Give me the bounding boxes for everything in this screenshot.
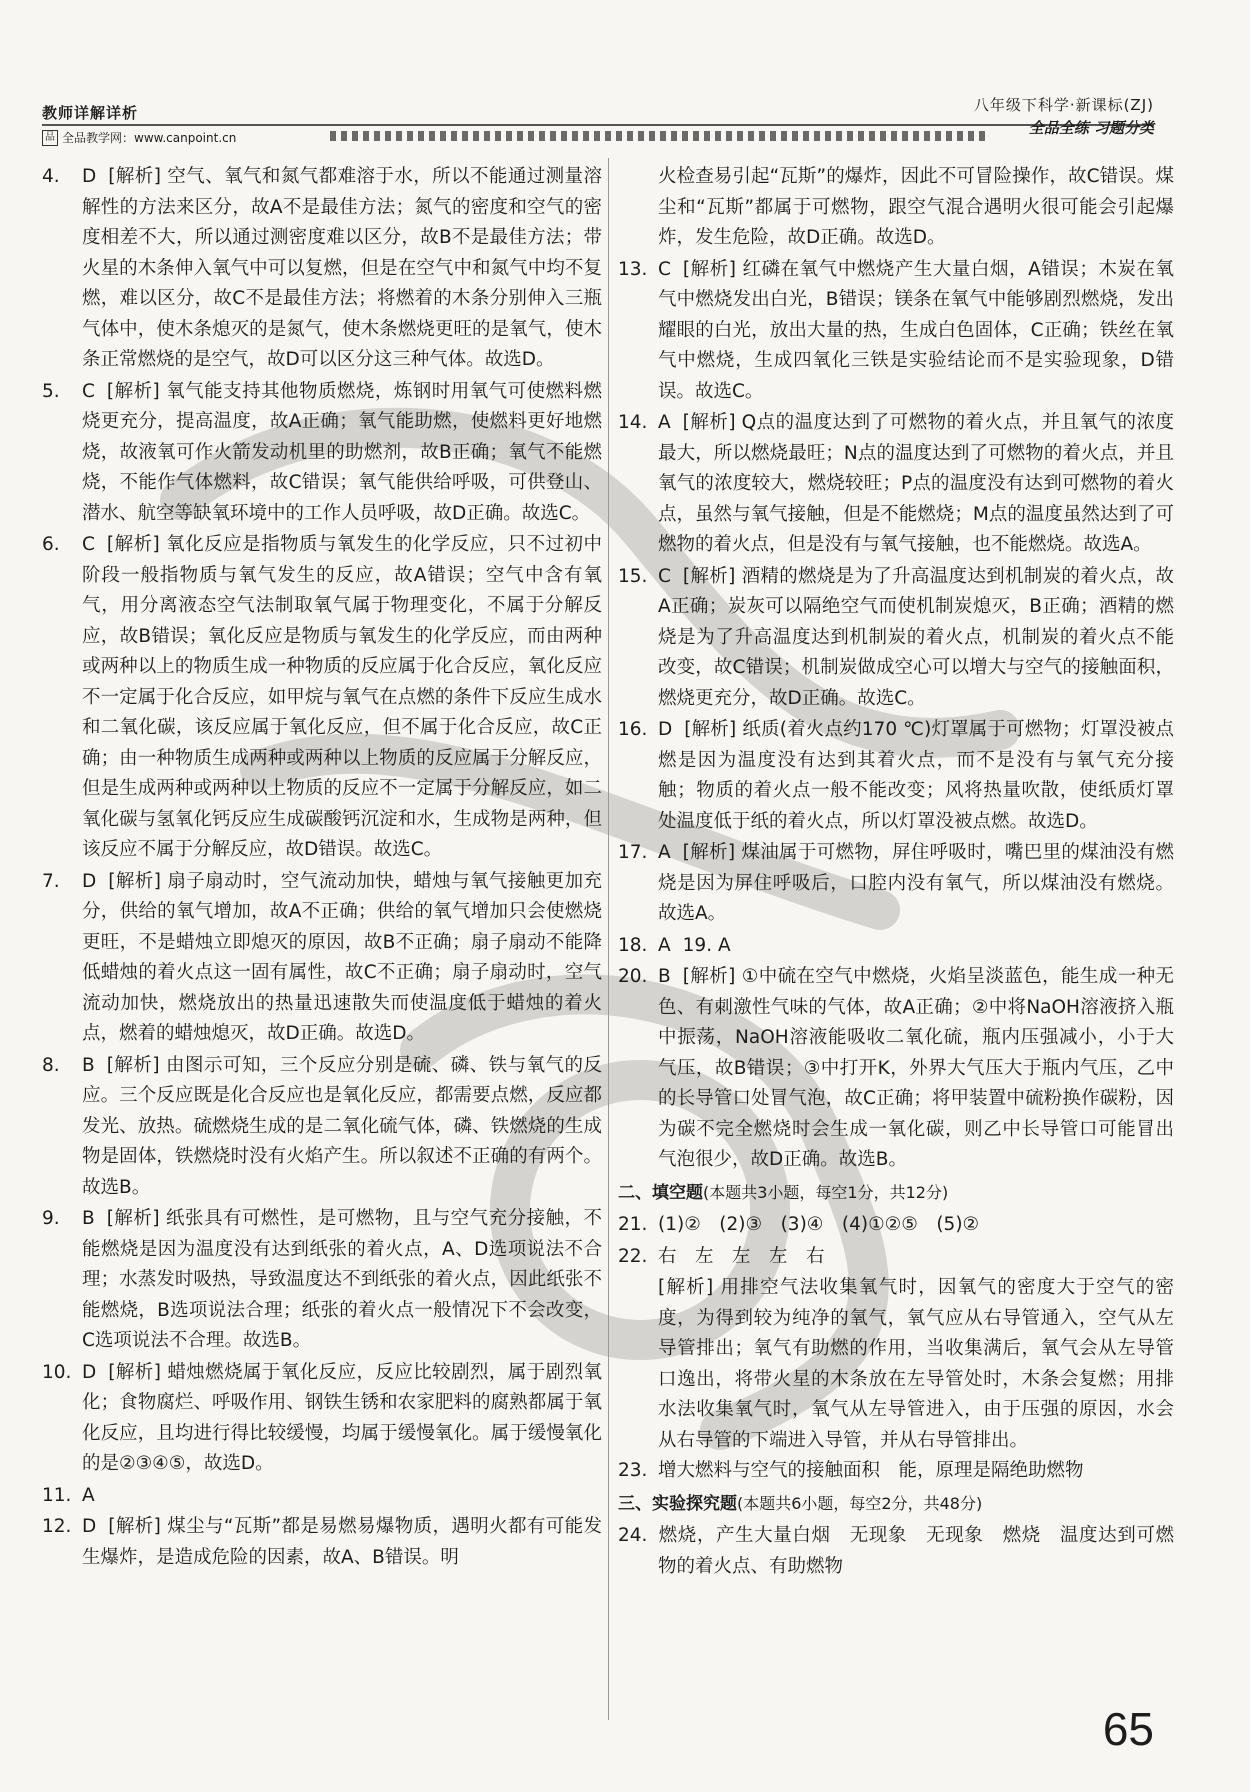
answer-item-22-explain: [解析] 用排空气法收集氧气时，因氧气的密度大于空气的密度，为得到较为纯净的氧气，氧气应从右导管通入，空气从左导管排出；氧气有助燃的作用，当收集满后，氧气会从左导管口逸出，将带火星的木条放在左导管处时，木条会复燃；用排水法收集氧气时，氧气从左导管进入，由于压强的原因，水会从右导管的下端进入导管，并从右导管排出。 bbox=[658, 1277, 1174, 1451]
page-number: 65 bbox=[1102, 1703, 1154, 1755]
answer-item-8: 8. B [解析] 由图示可知，三个反应分别是硫、磷、铁与氧气的反应。三个反应既是化合反应也是氧化反应，都需要点燃，反应都发光、放热。硫燃烧生成的是二氧化硫气体，磷、铁燃烧的生成物是固体，铁燃烧时没有火焰产生。所以叙述不正确的有两个。故选B。 bbox=[42, 1054, 602, 1198]
canpoint-logo-icon: 品 bbox=[42, 130, 58, 146]
answer-item-11: 11. A bbox=[42, 1484, 95, 1506]
answer-item-14: 14. A [解析] Q点的温度达到了可燃物的着火点，并且氧气的浓度最大，所以燃烧最旺；N点的温度达到了可燃物的着火点，并且氧气的浓度较大，燃烧较旺；P点的温度没有达到可燃物的着火点，虽然与氧气接触，但是不能燃烧；M点的温度虽然达到了可燃物的着火点，但是没有与氧气接触，也不能燃烧。故选A。 bbox=[618, 412, 1174, 555]
answer-item-22: 22. 右 左 左 左 右 bbox=[618, 1245, 825, 1267]
answer-item-6: 6. C [解析] 氧化反应是指物质与氧发生的化学反应，只不过初中阶段一般指物质与氧气发生的反应，故A错误；空气中含有氧气，用分离液态空气法制取氧气属于物理变化，不属于分解反应，故B错误；氧化反应是物质与氧发生的化学反应，而由两种或两种以上的物质生成一种物质的反应属于化合反应，氧化反应不一定属于化合反应，如甲烷与氧气在点燃的条件下反应生成水和二氧化碳，该反应属于氧化反应，但不属于化合反应，故C正确；由一种物质生成两种或两种以上物质的反应属于分解反应，但是生成两种或两种以上物质的反应不一定属于分解反应，如二氧化碳与氢氧化钙反应生成碳酸钙沉淀和水，生成物是两种，但该反应不属于分解反应，故D错误。故选C。 bbox=[42, 534, 602, 860]
header-title: 教师详解详析 bbox=[42, 104, 139, 122]
answer-item-20: 20. B [解析] ①中硫在空气中燃烧，火焰呈淡蓝色，能生成一种无色、有刺激性气味的气体，故A正确；②中将NaOH溶液挤入瓶中振荡，NaOH溶液能吸收二氧化硫，瓶内压强减小，小于大气压，故B错误；③中打开K，外界大气压大于瓶内气压，乙中的长导管口处冒气泡，故C正确；将甲装置中硫粉换作碳粉，因为碳不完全燃烧时会生成一氧化碳，则乙中长导管口可能冒出气泡很少，故D正确。故选B。 bbox=[618, 966, 1174, 1170]
right-column bbox=[618, 162, 1174, 1583]
header-grade: 八年级下科学·新课标(ZJ) bbox=[973, 96, 1154, 114]
answer-item-4: 4. D [解析] 空气、氧气和氮气都难溶于水，所以不能通过测量溶解性的方法来区分，故A不是最佳方法；氮气的密度和空气的密度相差不大，所以通过测密度难以区分，故B不是最佳方法；带火星的木条伸入氧气中可以复燃，但是在空气中和氮气中均不复燃，难以区分，故C不是最佳方法；将燃着的木条分别伸入三瓶气体中，使木条熄灭的是氮气，使木条燃烧更旺的是氧气，使木条正常燃烧的是空气，故D可以区分这三种气体。故选D。 bbox=[42, 166, 602, 370]
header-site: 全品教学网：www.canpoint.cn bbox=[62, 131, 237, 145]
answer-item-12-cont: 火检查易引起“瓦斯”的爆炸，因此不可冒险操作，故C错误。煤尘和“瓦斯”都属于可燃物，跟空气混合遇明火很可能会引起爆炸，发生危险，故D正确。故选D。 bbox=[658, 166, 1174, 248]
answer-item-21: 21. (1)② (2)③ (3)④ (4)①②⑤ (5)② bbox=[618, 1214, 980, 1235]
answer-item-24: 24. 燃烧，产生大量白烟 无现象 无现象 燃烧 温度达到可燃物的着火点、有助燃物 bbox=[618, 1525, 1174, 1577]
answer-item-17: 17. A [解析] 煤油属于可燃物，屏住呼吸时，嘴巴里的煤油没有燃烧是因为屏住呼吸后，口腔内没有氧气，所以煤油没有燃烧。故选A。 bbox=[618, 842, 1174, 924]
header-right bbox=[974, 94, 1154, 138]
answer-item-16: 16. D [解析] 纸质(着火点约170 ℃)灯罩属于可燃物；灯罩没被点燃是因为温度没有达到其着火点，而不是没有与氧气充分接触；物质的着火点一般不能改变；风将热量吹散，使纸质灯罩处温度低于纸的着火点，所以灯罩没被点燃。故选D。 bbox=[618, 719, 1175, 832]
answer-item-7: 7. D [解析] 扇子扇动时，空气流动加快，蜡烛与氧气接触更加充分，供给的氧气增加，故A不正确；供给的氧气增加只会使燃烧更旺，不是蜡烛立即熄灭的原因，故B不正确；扇子扇动不能降低蜡烛的着火点这一固有属性，故C不正确；扇子扇动时，空气流动加快，燃烧放出的热量迅速散失而使温度低于蜡烛的着火点，燃着的蜡烛熄灭，故D正确。故选D。 bbox=[42, 870, 602, 1044]
header-brand: 全品全练 习题分类 bbox=[1028, 119, 1154, 137]
left-column bbox=[42, 162, 602, 1574]
answer-item-13: 13. C [解析] 红磷在氧气中燃烧产生大量白烟，A错误；木炭在氧气中燃烧发出白光，B错误；镁条在氧气中能够剧烈燃烧，发出耀眼的白光，放出大量的热，生成白色固体，C正确；铁丝在氧气中燃烧，生成四氧化三铁是实验结论而不是实验现象，D错误。故选C。 bbox=[618, 258, 1174, 402]
answer-item-15: 15. C [解析] 酒精的燃烧是为了升高温度达到机制炭的着火点，故A正确；炭灰可以隔绝空气而使机制炭熄灭，B正确；酒精的燃烧是为了升高温度达到机制炭的着火点，机制炭的着火点不能改变，故C错误；机制炭做成空心可以增大与空气的接触面积，燃烧更充分，故D正确。故选C。 bbox=[618, 565, 1174, 709]
column-divider bbox=[608, 158, 609, 1720]
answer-item-23: 23. 增大燃料与空气的接触面积 能，原理是隔绝助燃物 bbox=[618, 1460, 1084, 1481]
answer-item-10: 10. D [解析] 蜡烛燃烧属于氧化反应，反应比较剧烈，属于剧烈氧化；食物腐烂、呼吸作用、钢铁生锈和农家肥料的腐熟都属于氧化反应，且均进行得比较缓慢，均属于缓慢氧化。属于缓慢氧化的是②③④⑤，故选D。 bbox=[42, 1361, 602, 1474]
answer-item-18-19: 18. A 19. A bbox=[618, 934, 731, 956]
answer-item-9: 9. B [解析] 纸张具有可燃性，是可燃物，且与空气充分接触，不能燃烧是因为温度没有达到纸张的着火点，A、D选项说法不合理；水蒸发时吸热，导致温度达不到纸张的着火点，因此纸张不能燃烧，B选项说法合理；纸张的着火点一般情况下不会改变，C选项说法不合理。故选B。 bbox=[42, 1208, 602, 1351]
answer-item-12: 12. D [解析] 煤尘与“瓦斯”都是易燃易爆物质，遇明火都有可能发生爆炸，是造成危险的因素，故A、B错误。明 bbox=[42, 1516, 602, 1568]
section-fill-in: 二、填空题(本题共3小题，每空1分，共12分) bbox=[618, 1182, 949, 1203]
header-stripe bbox=[330, 131, 990, 141]
header-site-row bbox=[42, 129, 236, 146]
answer-item-5: 5. C [解析] 氧气能支持其他物质燃烧，炼钢时用氧气可使燃料燃烧更充分，提高温度，故A正确；氧气能助燃，使燃料更好地燃烧，故液氧可作火箭发动机里的助燃剂，故B正确；氧气不能燃烧，不能作气体燃料，故C错误；氧气能供给呼吸，可供登山、潜水、航空等缺氧环境中的工作人员呼吸，故D正确。故选C。 bbox=[42, 380, 602, 524]
section-experiment: 三、实验探究题(本题共6小题，每空2分，共48分) bbox=[618, 1493, 983, 1514]
